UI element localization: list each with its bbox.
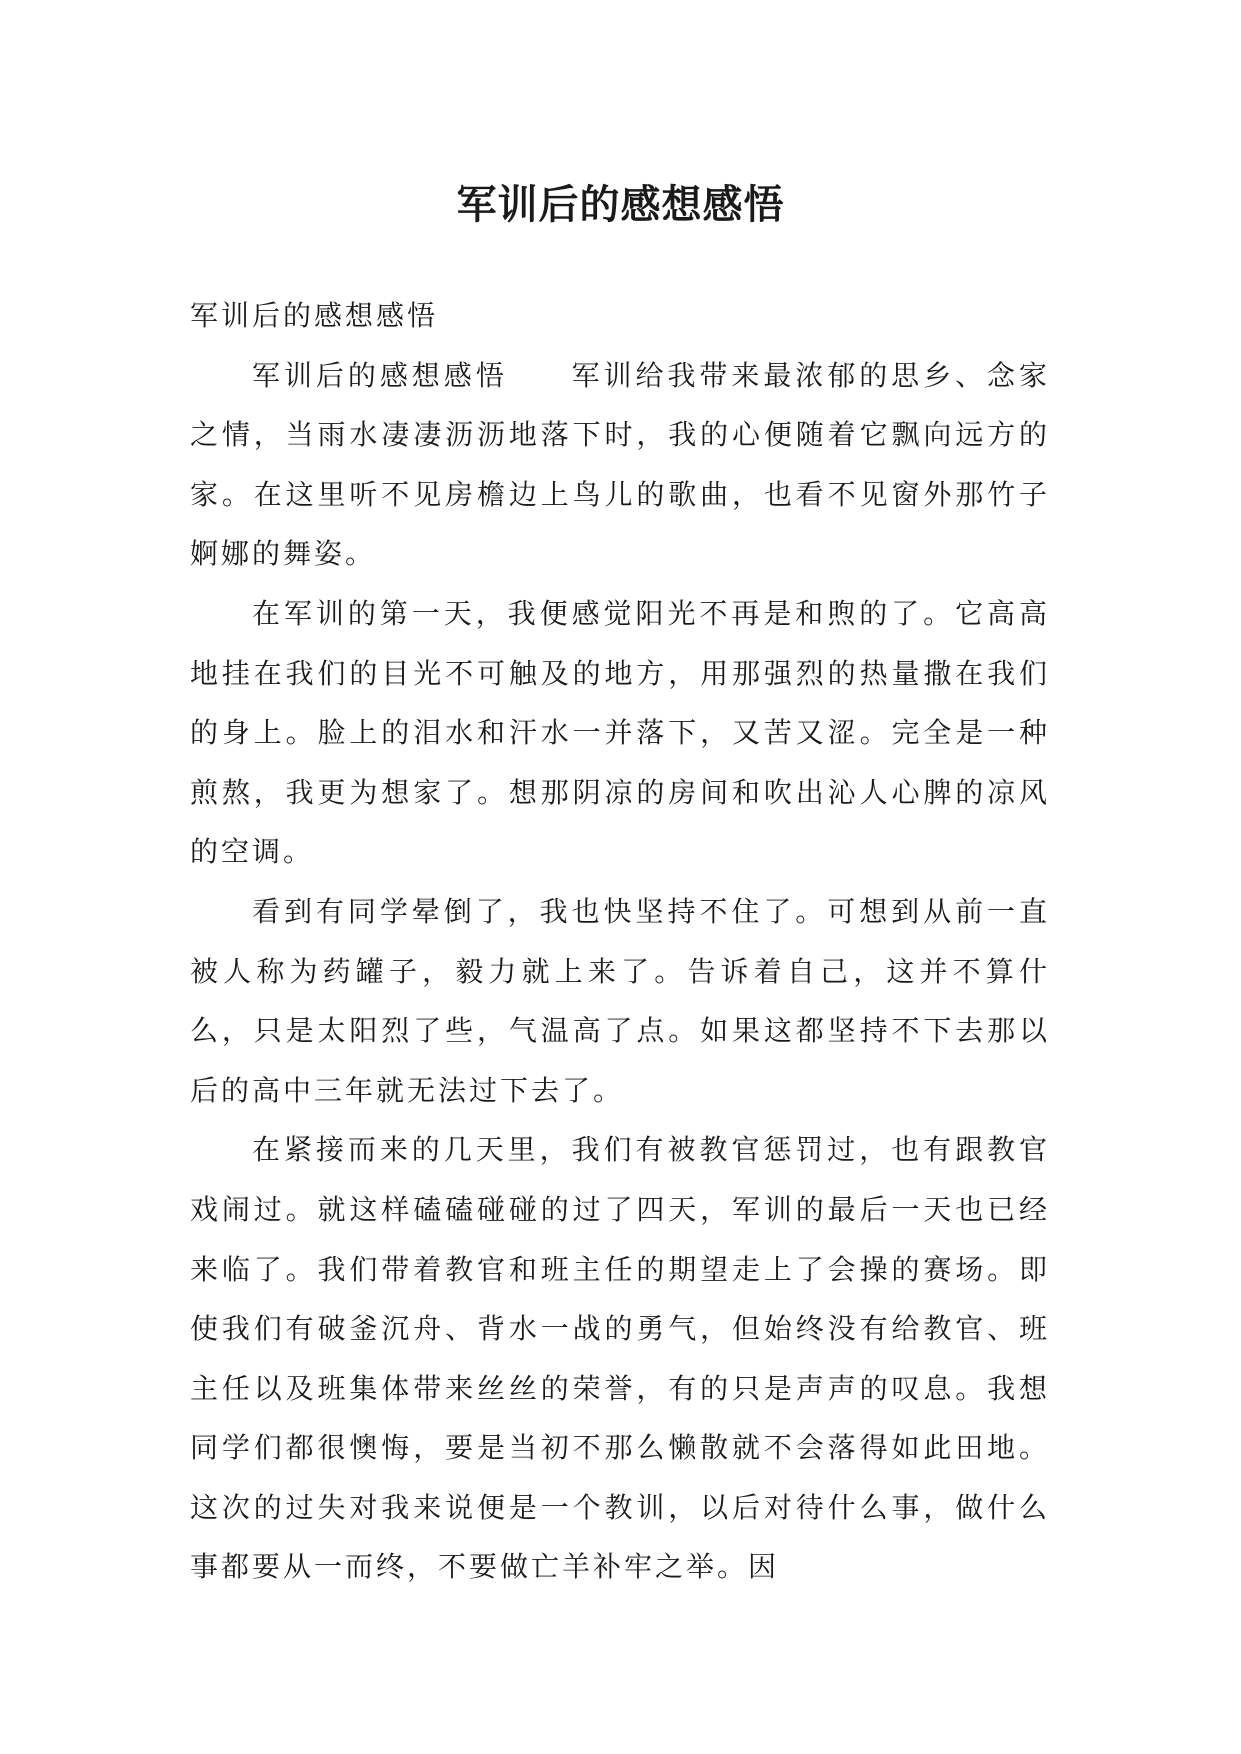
document-subtitle: 军训后的感想感悟 xyxy=(190,299,439,332)
document-title: 军训后的感想感悟 xyxy=(456,181,785,228)
body-paragraph-4: 在紧接而来的几天里，我们有被教官惩罚过，也有跟教官戏闹过。就这样磕磕碰碰的过了四天，军训的最后一天也已经来临了。我们带着教官和班主任的期望走上了会操的赛场。即使我们有破釜沉舟、背水一战的勇气，但始终没有给教官、班主任以及班集体带来丝丝的荣誉，有的只是声声的叹息。我想同学们都很懊悔，要是当初不那么懒散就不会落得如此田地。这次的过失对我来说便是一个教训，以后对待什么事，做什么事都要从一而终，不要做亡羊补牢之举。因 xyxy=(190,1133,1050,1584)
document-body xyxy=(190,286,1050,1597)
body-paragraph-1: 军训后的感想感悟 军训给我带来最浓郁的思乡、念家之情，当雨水凄凄沥沥地落下时，我的心便随着它飘向远方的家。在这里听不见房檐边上鸟儿的歌曲，也看不见窗外那竹子婀娜的舞姿。 xyxy=(190,358,1050,571)
body-paragraph-2: 在军训的第一天，我便感觉阳光不再是和煦的了。它高高地挂在我们的目光不可触及的地方，用那强烈的热量撒在我们的身上。脸上的泪水和汗水一并落下，又苦又涩。完全是一种煎熬，我更为想家了。想那阴凉的房间和吹出沁人心脾的凉风的空调。 xyxy=(190,596,1050,869)
body-paragraph-3: 看到有同学晕倒了，我也快坚持不住了。可想到从前一直被人称为药罐子，毅力就上来了。告诉着自己，这并不算什么，只是太阳烈了些，气温高了点。如果这都坚持不下去那以后的高中三年就无法过下去了。 xyxy=(190,894,1050,1107)
